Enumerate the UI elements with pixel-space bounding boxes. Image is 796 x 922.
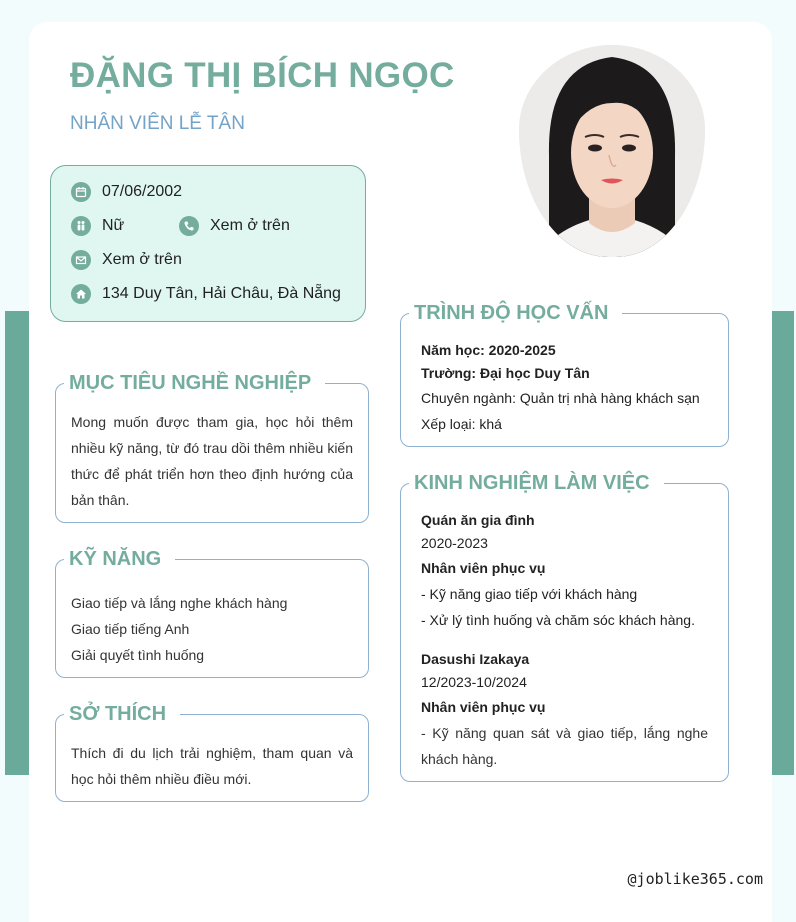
education-major: Chuyên ngành: Quản trị nhà hàng khách sạn	[421, 390, 700, 406]
skills-list	[71, 590, 353, 668]
job-company: Dasushi Izakaya	[421, 651, 530, 667]
address-row	[71, 284, 341, 304]
gender-row	[71, 216, 124, 236]
education-grade: Xếp loại: khá	[421, 416, 502, 432]
candidate-name: ĐẶNG THỊ BÍCH NGỌC	[70, 56, 455, 95]
contact-info-box	[50, 165, 366, 322]
job-title: NHÂN VIÊN LỄ TÂN	[70, 113, 245, 134]
experience-title: KINH NGHIỆM LÀM VIỆC	[409, 470, 664, 496]
job-duty: - Kỹ năng giao tiếp với khách hàng	[421, 586, 638, 602]
birthday-value: 07/06/2002	[102, 183, 183, 200]
hobbies-section	[55, 703, 369, 802]
education-school: Trường: Đại học Duy Tân	[421, 365, 590, 381]
hobbies-text: Thích đi du lịch trải nghiệm, tham quan và học hỏi thêm nhiều điều mới.	[71, 745, 353, 787]
hobbies-title: SỞ THÍCH	[64, 701, 180, 727]
gender-icon	[71, 216, 91, 236]
skills-section	[55, 548, 369, 678]
phone-value: Xem ở trên	[210, 217, 290, 234]
job-period: 2020-2023	[421, 535, 488, 551]
skill-item: Giao tiếp tiếng Anh	[71, 621, 190, 637]
birthday-row	[71, 182, 182, 202]
watermark: @joblike365.com	[627, 870, 763, 888]
job-duty: - Kỹ năng quan sát và giao tiếp, lắng nghe khách hàng.	[421, 725, 708, 767]
job-company: Quán ăn gia đình	[421, 512, 535, 528]
education-section	[400, 302, 729, 447]
email-row	[71, 250, 182, 270]
job-period: 12/2023-10/2024	[421, 674, 527, 690]
job-role: Nhân viên phục vụ	[421, 560, 546, 576]
education-title: TRÌNH ĐỘ HỌC VẤN	[409, 300, 622, 326]
skills-title: KỸ NĂNG	[64, 546, 175, 572]
job-role: Nhân viên phục vụ	[421, 699, 546, 715]
gender-value: Nữ	[102, 217, 125, 234]
skill-item: Giao tiếp và lắng nghe khách hàng	[71, 595, 288, 611]
education-year: Năm học: 2020-2025	[421, 342, 556, 358]
phone-row	[179, 216, 290, 236]
home-icon	[71, 284, 91, 304]
objective-text: Mong muốn được tham gia, học hỏi thêm nhiều kỹ năng, từ đó trau dồi thêm nhiều kiến thức để phát triển hơn theo định hướng của bản thân.	[71, 414, 353, 508]
mail-icon	[71, 250, 91, 270]
experience-section	[400, 472, 729, 782]
calendar-icon	[71, 182, 91, 202]
right-accent-band	[770, 311, 794, 775]
address-value: 134 Duy Tân, Hải Châu, Đà Nẵng	[102, 285, 341, 302]
email-value: Xem ở trên	[102, 251, 182, 268]
skill-item: Giải quyết tình huống	[71, 647, 205, 663]
objective-section	[55, 372, 369, 523]
job-duty: - Xử lý tình huống và chăm sóc khách hàng.	[421, 612, 695, 628]
left-accent-band	[5, 311, 31, 775]
phone-icon	[179, 216, 199, 236]
objective-title: MỤC TIÊU NGHỀ NGHIỆP	[64, 370, 325, 396]
